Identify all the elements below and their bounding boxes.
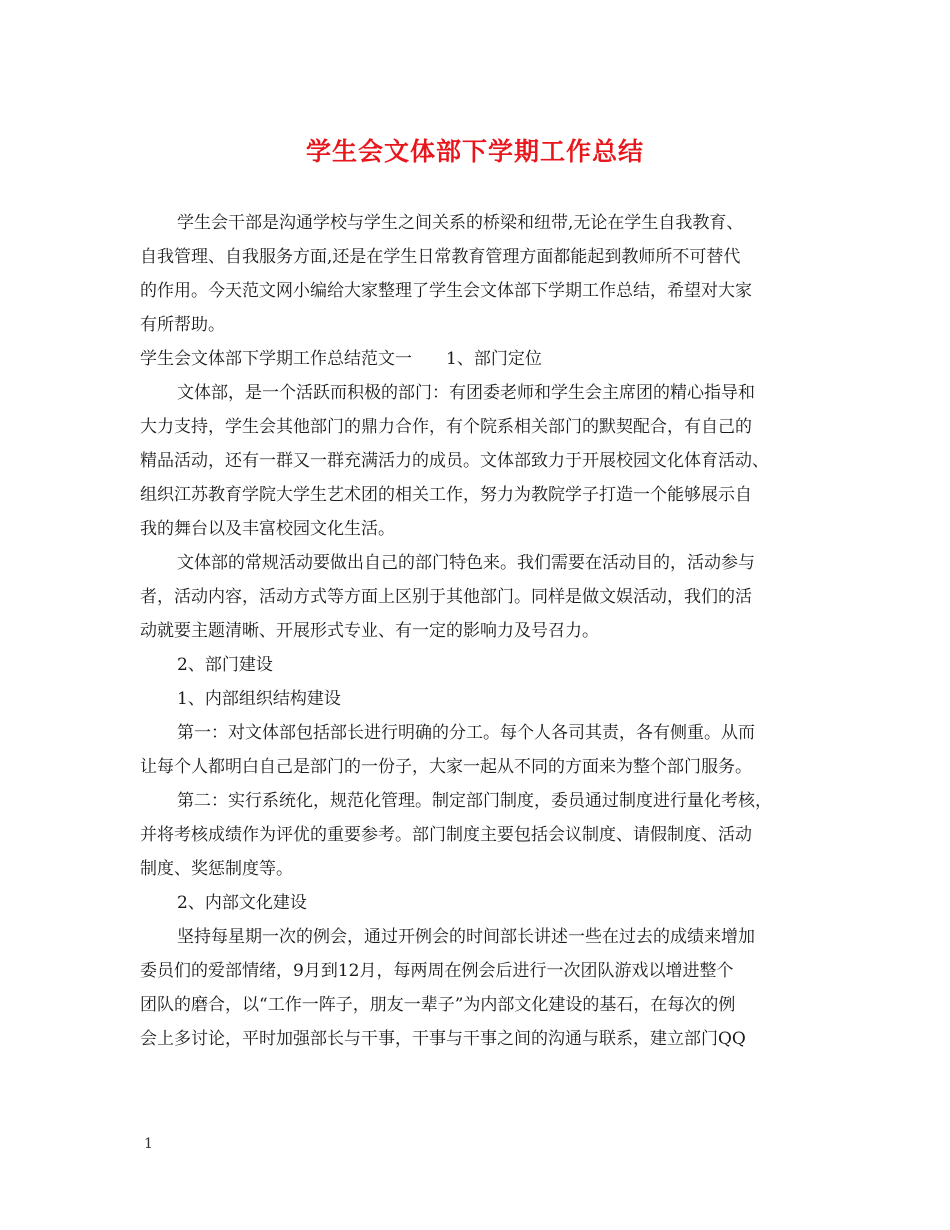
text-line: 者，活动内容，活动方式等方面上区别于其他部门。同样是做文娱活动，我们的活 (140, 587, 752, 607)
section-heading: 1、内部组织结构建设 (177, 689, 341, 709)
text-line: 自我管理、自我服务方面,还是在学生日常教育管理方面都能起到教师所不可替代 (140, 247, 741, 267)
document-body (140, 206, 830, 1056)
text-line: 学生会干部是沟通学校与学生之间关系的桥梁和纽带,无论在学生自我教育、 (177, 213, 744, 233)
text-line: 团队的磨合，以“工作一阵子，朋友一辈子”为内部文化建设的基石，在每次的例 (140, 995, 736, 1015)
text-line: 组织江苏教育学院大学生艺术团的相关工作，努力为教院学子打造一个能够展示自 (140, 485, 752, 505)
section-heading: 2、内部文化建设 (177, 893, 307, 913)
text-line: 让每个人都明白自己是部门的一份子，大家一起从不同的方面来为整个部门服务。 (140, 757, 752, 777)
text-line: 精品活动，还有一群又一群充满活力的成员。文体部致力于开展校园文化体育活动、 (140, 451, 769, 471)
text-line: 动就要主题清晰、开展形式专业、有一定的影响力及号召力。 (140, 621, 599, 641)
text-line: 坚持每星期一次的例会，通过开例会的时间部长讲述一些在过去的成绩来增加 (177, 927, 755, 947)
text-line: 有所帮助。 (140, 315, 225, 335)
text-line: 大力支持，学生会其他部门的鼎力合作，有个院系相关部门的默契配合，有自己的 (140, 417, 752, 437)
text-line: 文体部的常规活动要做出自己的部门特色来。我们需要在活动目的，活动参与 (177, 553, 755, 573)
text-line: 并将考核成绩作为评优的重要参考。部门制度主要包括会议制度、请假制度、活动 (140, 825, 752, 845)
page-number: 1 (144, 1136, 153, 1152)
text-line: 的作用。今天范文网小编给大家整理了学生会文体部下学期工作总结，希望对大家 (140, 281, 752, 301)
text-line: 第二：实行系统化，规范化管理。制定部门制度，委员通过制度进行量化考核， (177, 791, 772, 811)
text-line: 委员们的爱部情绪，9月到12月，每两周在例会后进行一次团队游戏以增进整个 (140, 961, 734, 981)
document-title: 学生会文体部下学期工作总结 (305, 137, 644, 166)
text-line: 学生会文体部下学期工作总结范文一 1、部门定位 (140, 349, 542, 369)
text-line: 文体部，是一个活跃而积极的部门：有团委老师和学生会主席团的精心指导和 (177, 383, 755, 403)
section-heading: 2、部门建设 (177, 655, 273, 675)
text-line: 制度、奖惩制度等。 (140, 859, 293, 879)
text-line: 会上多讨论，平时加强部长与干事，干事与干事之间的沟通与联系，建立部门QQ (140, 1029, 746, 1049)
text-line: 我的舞台以及丰富校园文化生活。 (140, 519, 395, 539)
text-line: 第一：对文体部包括部长进行明确的分工。每个人各司其责，各有侧重。从而 (177, 723, 755, 743)
